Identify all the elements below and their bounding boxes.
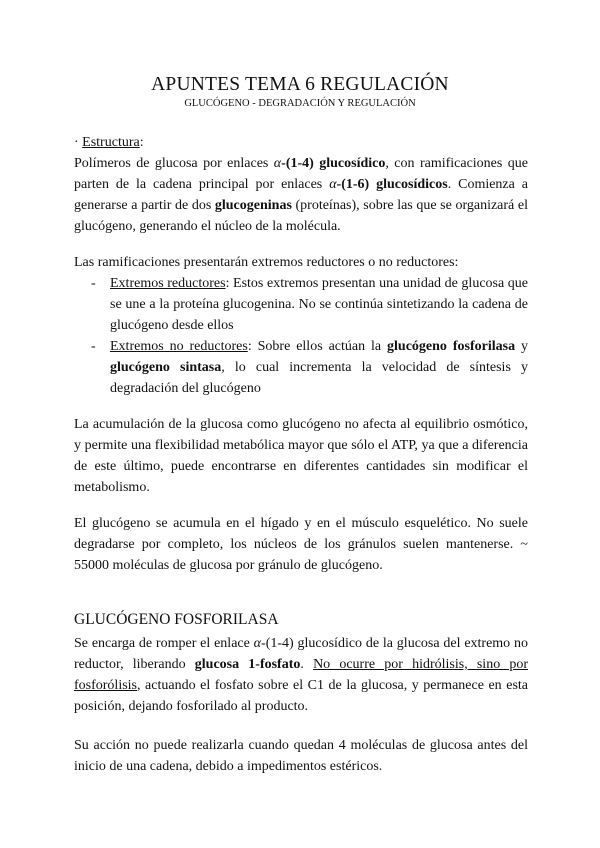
page-subtitle: GLUCÓGENO - DEGRADACIÓN Y REGULACIÓN: [184, 98, 416, 109]
alpha-symbol: α: [273, 156, 282, 171]
higado-paragraph: El glucógeno se acumula en el hígado y en el músculo esquelético. No suele degradarse por completo, los núcleos de los gránulos suelen mantenerse. ~ 55000 moléculas de glucosa por gránulo de glucógeno.: [74, 516, 528, 573]
alpha-symbol: α: [329, 177, 337, 192]
list-item-extremos-reductores: - Extremos reductores: Estos extremos presentan una unidad de glucosa que se une a la proteína glucogenina. No se continúa sintetizando la cadena de glucógeno desde ellos: [91, 276, 528, 333]
alpha-symbol: α: [253, 636, 262, 651]
ramificaciones-intro: Las ramificaciones presentarán extremos reductores o no reductores:: [74, 255, 459, 270]
estructura-paragraph: Polímeros de glucosa por enlaces α-(1-4) glucosídico, con ramificaciones que parten de la cadena principal por enlaces α-(1-6) glucosídicos. Comienza a generarse a partir de dos glucogeninas (proteínas), sobre las que se organizará el glucógeno, generando el núcleo de la molécula.: [74, 156, 528, 234]
ramificaciones-section: [74, 252, 528, 399]
fosforilasa-paragraph: Se encarga de romper el enlace α-(1-4) glucosídico de la glucosa del extremo no reductor, liberando glucosa 1-fosfato. No ocurre por hidrólisis, sino por fosforólisis, actuando el fosfato sobre el C1 de la glucosa, y permanece en esta posición, dejando fosforilado al producto.: [74, 636, 529, 714]
estructura-label: Estructura: [82, 135, 140, 150]
page-title: APUNTES TEMA 6 REGULACIÓN: [151, 74, 449, 95]
extremos-list: [74, 273, 528, 399]
impedimentos-paragraph: Su acción no puede realizarla cuando quedan 4 moléculas de glucosa antes del inicio de una cadena, debido a impedimentos estéricos.: [74, 738, 528, 774]
estructura-label-line: · Estructura:: [74, 135, 144, 150]
fosforilasa-heading: GLUCÓGENO FOSFORILASA: [74, 611, 279, 628]
estructura-section: [74, 132, 528, 237]
bullet-dot: ·: [74, 135, 79, 150]
acumulacion-paragraph: La acumulación de la glucosa como glucógeno no afecta al equilibrio osmótico, y permite una flexibilidad metabólica mayor que sólo el ATP, ya que a diferencia de este último, puede encontrarse en diferentes cantidades sin modificar el metabolismo.: [74, 417, 528, 495]
list-item-extremos-no-reductores: - Extremos no reductores: Sobre ellos actúan la glucógeno fosforilasa y glucógeno sintasa, lo cual incrementa la velocidad de síntesis y degradación del glucógeno: [91, 339, 529, 396]
